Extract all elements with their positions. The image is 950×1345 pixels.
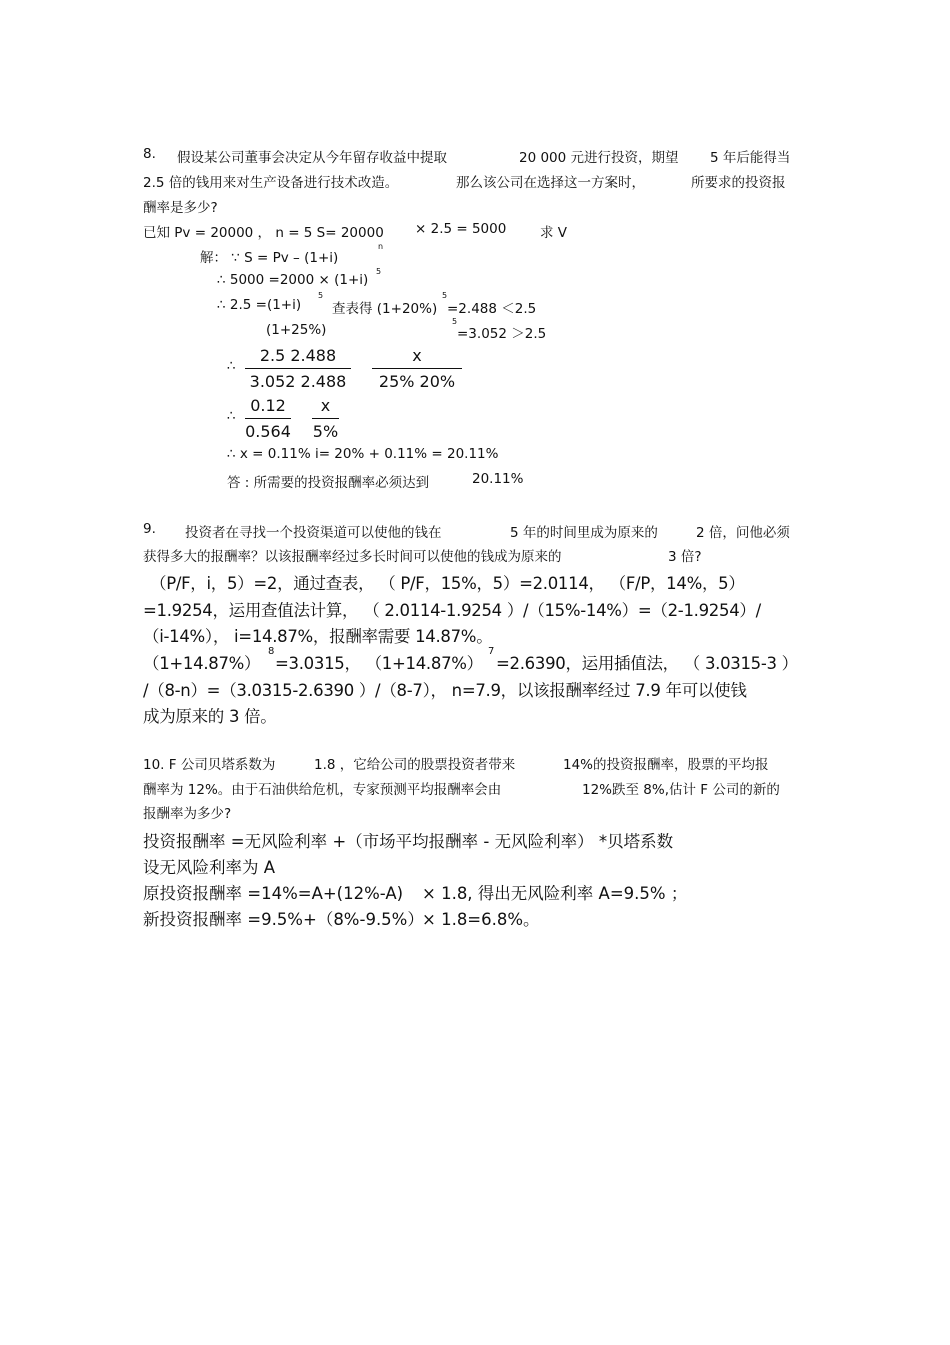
p8-step: 解： ∵ S = Pv – (1+i)	[200, 250, 339, 266]
p9-text: 5 年的时间里成为原来的	[510, 525, 658, 541]
p10-solution: 新投资报酬率 =9.5%+（8%-9.5%）	[143, 910, 424, 929]
p8-known: × 2.5 = 5000	[415, 221, 507, 237]
p8-text: 酬率是多少?	[143, 200, 218, 216]
p10-solution: × 1.8=6.8%。	[422, 910, 540, 929]
p10-text: 报酬率为多少?	[143, 806, 232, 822]
p9-solution: =1.9254，运用查值法计算， （ 2.0114-1.9254 ）/（15%-14%）=（2-1.9254）/	[143, 601, 761, 620]
p8-superscript: 5	[442, 291, 448, 300]
p8-answer: 答 : 所需要的投资报酬率必须达到	[227, 475, 430, 491]
p9-solution: =3.0315， （1+14.87%）	[275, 654, 483, 673]
p8-text: 所要求的投资报	[691, 175, 786, 191]
p9-superscript: 8	[268, 646, 275, 657]
fraction	[245, 396, 291, 441]
fraction-numerator: x	[320, 396, 331, 415]
p9-solution: （i-14%）， i=14.87%，报酬率需要 14.87%。	[143, 627, 493, 646]
fraction	[245, 346, 351, 391]
p8-step: ∴ 5000 =2000 × (1+i)	[217, 272, 369, 288]
fraction-denominator: 3.052 2.488	[249, 372, 347, 391]
p10-text: 10. F 公司贝塔系数为	[143, 757, 276, 773]
p8-superscript: 5	[452, 317, 458, 326]
p10-solution: 投资报酬率 =无风险利率 +（市场平均报酬率 - 无风险利率） *贝塔系数	[143, 832, 674, 851]
p9-solution: （1+14.87%）	[143, 654, 261, 673]
p10-text: 12%跌至 8%,估计 F 公司的新的	[582, 782, 780, 798]
fraction-bar	[312, 418, 339, 419]
fraction	[312, 396, 339, 441]
p8-step: 查表得 (1+20%)	[332, 301, 438, 317]
p8-step: =3.052 ＞2.5	[457, 326, 547, 342]
p8-number: 8.	[143, 146, 156, 162]
fraction-numerator: 2.5 2.488	[259, 346, 337, 365]
p8-text: 假设某公司董事会决定从今年留存收益中提取	[177, 150, 447, 166]
p8-step: =2.488 ＜2.5	[447, 301, 537, 317]
p9-superscript: 7	[488, 646, 495, 657]
fraction-bar	[372, 368, 462, 369]
p8-known: 已知 Pv = 20000 ， n = 5 S= 20000	[143, 225, 384, 241]
p9-text: 2 倍，问他必须	[696, 525, 790, 541]
p9-text: 3 倍?	[668, 549, 702, 565]
p10-solution: 原投资报酬率 =14%=A+(12%-A)	[143, 884, 404, 903]
fraction-denominator: 5%	[312, 422, 339, 441]
fraction-numerator: 0.12	[250, 396, 286, 415]
p8-step: ∴ x = 0.11% i= 20% + 0.11% = 20.11%	[227, 446, 499, 462]
p8-answer: 20.11%	[472, 471, 524, 487]
p10-solution: 设无风险利率为 A	[143, 858, 276, 877]
therefore-symbol: ∴	[227, 358, 236, 374]
p8-known: 求 V	[540, 225, 568, 241]
p9-text: 投资者在寻找一个投资渠道可以使他的钱在	[185, 525, 442, 541]
p10-text: 酬率为 12%。由于石油供给危机，专家预测平均报酬率会由	[143, 782, 502, 798]
fraction-bar	[245, 418, 291, 419]
p8-text: 5 年后能得当	[710, 150, 791, 166]
p9-solution: /（8-n）=（3.0315-2.6390 ）/（8-7）， n=7.9，以该报酬率经过 7.9 年可以使钱	[143, 681, 747, 700]
p9-text: 获得多大的报酬率？以该报酬率经过多长时间可以使他的钱成为原来的	[143, 549, 562, 565]
p8-superscript: 5	[318, 291, 324, 300]
p8-text: 2.5 倍的钱用来对生产设备进行技术改造。	[143, 175, 399, 191]
fraction-bar	[245, 368, 351, 369]
p10-text: 1.8 ，它给公司的股票投资者带来	[314, 757, 516, 773]
p10-solution: × 1.8, 得出无风险利率 A=9.5% ；	[422, 884, 688, 903]
p9-number: 9.	[143, 521, 156, 537]
p8-step: ∴ 2.5 =(1+i)	[217, 297, 302, 313]
fraction-denominator: 25% 20%	[378, 372, 456, 391]
p8-text: 20 000 元进行投资，期望	[519, 150, 679, 166]
p9-solution: =2.6390，运用插值法， （ 3.0315-3 ）	[496, 654, 798, 673]
p10-text: 14%的投资报酬率，股票的平均报	[563, 757, 769, 773]
p8-text: 那么该公司在选择这一方案时，	[456, 175, 645, 191]
fraction-numerator: x	[412, 346, 422, 365]
p8-step: (1+25%)	[266, 322, 327, 338]
p8-superscript: 5	[376, 267, 382, 276]
fraction	[372, 346, 462, 391]
p8-superscript: n	[378, 242, 384, 251]
fraction-denominator: 0.564	[245, 422, 291, 441]
p9-solution: （P/F，i，5）=2，通过查表， （ P/F，15%，5）=2.0114， （F/P，14%，5）	[150, 574, 745, 593]
p9-solution: 成为原来的 3 倍。	[143, 707, 277, 726]
therefore-symbol: ∴	[227, 408, 236, 424]
